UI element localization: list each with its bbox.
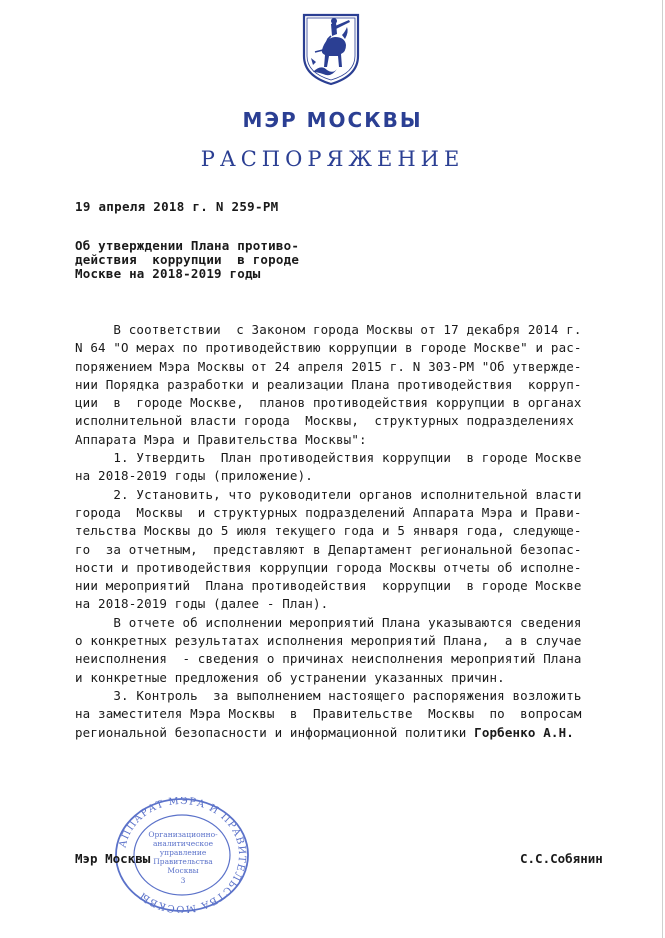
body-line: поряжением Мэра Москвы от 24 апреля 2015 г. N 303-РМ "Об утвержде- xyxy=(75,358,582,374)
body-line-text: региональной безопасности и информационной политики xyxy=(75,724,475,740)
stamp-center-line: аналитическое xyxy=(152,839,214,848)
body-line: 1. Утвердить План противодействия коррупции в городе Москве xyxy=(75,450,582,466)
body-line: ности и противодействия коррупции города Москвы отчеты об исполне- xyxy=(75,559,582,575)
issuer-title: МЭР МОСКВЫ xyxy=(242,108,423,132)
body-line: нии Порядка разработки и реализации Плана противодействия корруп- xyxy=(75,376,582,392)
document-type: РАСПОРЯЖЕНИЕ xyxy=(200,147,465,171)
body-line: и конкретные предложения об устранении указанных причин. xyxy=(75,669,505,685)
body-line: на заместителя Мэра Москвы в Правительстве Москвы по вопросам xyxy=(75,706,582,722)
body-line: города Москвы и структурных подразделений Аппарата Мэра и Прави- xyxy=(75,504,582,520)
body-line: го за отчетным, представляют в Департамент региональной безопас- xyxy=(75,541,582,557)
subject-line: действия коррупции в городе xyxy=(75,252,300,267)
body-line: Аппарата Мэра и Правительства Москвы": xyxy=(75,431,367,447)
stamp-center-line: Правительства xyxy=(153,857,213,866)
responsible-person: Горбенко А.Н. xyxy=(474,724,574,740)
body-line: неисполнения - сведения о причинах неисполнения мероприятий Плана xyxy=(75,651,582,667)
body-line: В отчете об исполнении мероприятий Плана указываются сведения xyxy=(75,614,582,630)
date-and-number: 19 апреля 2018 г. N 259-РМ xyxy=(75,199,279,214)
body-line: о конкретных результатах исполнения мероприятий Плана, а в случае xyxy=(75,633,582,649)
body-line: В соответствии с Законом города Москвы от 17 декабря 2014 г. xyxy=(75,322,582,337)
moscow-coat-of-arms-icon xyxy=(301,12,361,86)
signer-name: С.С.Собянин xyxy=(520,851,603,866)
stamp-center-line: 3 xyxy=(180,876,186,885)
body-line: 3. Контроль за выполнением настоящего распоряжения возложить xyxy=(75,687,582,703)
subject-line: Об утверждении Плана противо- xyxy=(75,238,300,253)
body-line-last xyxy=(75,724,615,742)
body-line: ции в городе Москве, планов противодействия коррупции в органах xyxy=(75,395,582,411)
body-line: N 64 "О мерах по противодействию коррупции в городе Москве" и рас- xyxy=(75,340,582,356)
body-line: исполнительной власти города Москвы, структурных подразделениях xyxy=(75,413,574,429)
body-line: 2. Установить, что руководители органов исполнительной власти xyxy=(75,486,582,502)
stamp-ring-text: АППАРАТ МЭРА И ПРАВИТЕЛЬСТВА МОСКВЫ xyxy=(117,797,248,913)
stamp-center-line: управление xyxy=(159,848,207,857)
signer-position: Мэр Москвы xyxy=(75,851,151,866)
document-body xyxy=(75,321,615,742)
stamp-center-line: Москвы xyxy=(167,866,199,875)
body-line: нии мероприятий Плана противодействия коррупции в городе Москве xyxy=(75,578,582,594)
subject-line: Москве на 2018-2019 годы xyxy=(75,266,261,281)
stamp-center-line: Организационно- xyxy=(148,830,218,839)
body-line: на 2018-2019 годы (приложение). xyxy=(75,468,313,484)
document-subject xyxy=(75,239,335,281)
body-line: тельства Москвы до 5 июля текущего года и 5 января года, следующе- xyxy=(75,523,582,539)
body-line: на 2018-2019 годы (далее - План). xyxy=(75,596,329,612)
page-edge xyxy=(662,0,663,938)
